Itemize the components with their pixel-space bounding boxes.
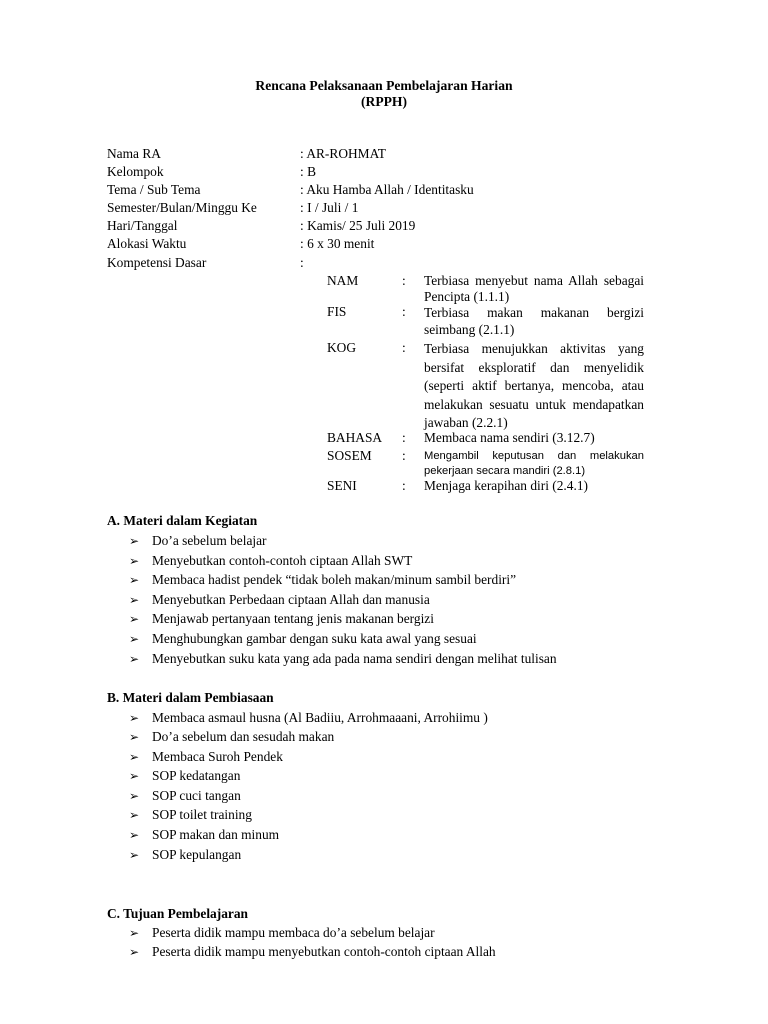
list-item-text: Do’a sebelum dan sesudah makan	[152, 729, 335, 744]
list-item-text: Peserta didik mampu menyebutkan contoh-contoh ciptaan Allah	[152, 944, 496, 959]
info-label: Semester/Bulan/Minggu Ke	[107, 200, 257, 215]
kompetensi-code: KOG	[327, 340, 357, 355]
info-value: : B	[300, 164, 316, 179]
kompetensi-colon: :	[402, 273, 406, 288]
info-value: :	[300, 255, 304, 270]
info-row-kompetensi-dasar	[107, 255, 667, 273]
list-item-text: SOP toilet training	[152, 807, 252, 822]
info-value: : Kamis/ 25 Juli 2019	[300, 218, 416, 233]
info-row-alokasi-waktu	[107, 236, 667, 254]
arrow-bullet-icon: ➢	[129, 945, 140, 959]
info-row-kelompok	[107, 164, 667, 182]
info-label: Hari/Tanggal	[107, 218, 178, 233]
info-row-semester	[107, 200, 667, 218]
arrow-bullet-icon: ➢	[129, 652, 140, 666]
kompetensi-desc: Terbiasa menujukkan aktivitas yang bersifat eksploratif dan menyelidik (seperti aktif bertanya, mencoba, atau melakukan sesuatu untuk mendapatkan jawaban (2.2.1)	[424, 341, 644, 430]
list-item-text: Peserta didik mampu membaca do’a sebelum belajar	[152, 925, 435, 940]
info-row-tema	[107, 182, 667, 200]
arrow-bullet-icon: ➢	[129, 554, 140, 568]
arrow-bullet-icon: ➢	[129, 926, 140, 940]
kompetensi-code: BAHASA	[327, 430, 383, 445]
kompetensi-desc: Mengambil keputusan dan melakukan pekerjaan secara mandiri (2.8.1)	[424, 450, 644, 477]
list-item-text: Membaca hadist pendek “tidak boleh makan/minum sambil berdiri”	[152, 572, 517, 587]
info-value: : 6 x 30 menit	[300, 236, 375, 251]
info-label: Alokasi Waktu	[107, 236, 187, 251]
list-item-text: Do’a sebelum belajar	[152, 533, 267, 548]
arrow-bullet-icon: ➢	[129, 730, 140, 744]
info-label: Kompetensi Dasar	[107, 255, 207, 270]
info-label: Tema / Sub Tema	[107, 182, 201, 197]
kompetensi-code: SOSEM	[327, 448, 372, 463]
list-item-text: SOP kepulangan	[152, 847, 242, 862]
arrow-bullet-icon: ➢	[129, 612, 140, 626]
list-item-text: SOP makan dan minum	[152, 827, 280, 842]
arrow-bullet-icon: ➢	[129, 750, 140, 764]
list-item-text: Menyebutkan contoh-contoh ciptaan Allah SWT	[152, 553, 413, 568]
arrow-bullet-icon: ➢	[129, 769, 140, 783]
list-item-text: SOP kedatangan	[152, 768, 241, 783]
kompetensi-colon: :	[402, 430, 406, 445]
arrow-bullet-icon: ➢	[129, 848, 140, 862]
list-item-text: Menghubungkan gambar dengan suku kata awal yang sesuai	[152, 631, 477, 646]
arrow-bullet-icon: ➢	[129, 711, 140, 725]
list-item-text: Menyebutkan Perbedaan ciptaan Allah dan manusia	[152, 592, 430, 607]
arrow-bullet-icon: ➢	[129, 808, 140, 822]
arrow-bullet-icon: ➢	[129, 632, 140, 646]
kompetensi-code: NAM	[327, 273, 359, 288]
list-item-text: Membaca asmaul husna (Al Badiiu, Arrohmaaani, Arrohiimu )	[152, 710, 488, 725]
arrow-bullet-icon: ➢	[129, 573, 140, 587]
info-value: : I / Juli / 1	[300, 200, 359, 215]
info-label: Kelompok	[107, 164, 164, 179]
kompetensi-desc: Membaca nama sendiri (3.12.7)	[424, 430, 595, 445]
info-value: : Aku Hamba Allah / Identitasku	[300, 182, 474, 197]
section-a-heading: A. Materi dalam Kegiatan	[107, 513, 258, 528]
list-item-text: Menyebutkan suku kata yang ada pada nama sendiri dengan melihat tulisan	[152, 651, 557, 666]
kompetensi-desc: Terbiasa makan makanan bergizi seimbang (2.1.1)	[424, 305, 644, 337]
info-row-nama-ra	[107, 146, 667, 164]
kompetensi-colon: :	[402, 448, 406, 463]
section-c-heading: C. Tujuan Pembelajaran	[107, 906, 248, 921]
list-item-text: Menjawab pertanyaan tentang jenis makanan bergizi	[152, 611, 434, 626]
kompetensi-desc: Terbiasa menyebut nama Allah sebagai Pencipta (1.1.1)	[424, 273, 644, 304]
kompetensi-colon: :	[402, 478, 406, 493]
kompetensi-code: FIS	[327, 304, 347, 319]
section-b-heading: B. Materi dalam Pembiasaan	[107, 690, 274, 705]
info-value: : AR-ROHMAT	[300, 146, 386, 161]
arrow-bullet-icon: ➢	[129, 828, 140, 842]
list-item-text: Membaca Suroh Pendek	[152, 749, 283, 764]
kompetensi-colon: :	[402, 304, 406, 319]
kompetensi-colon: :	[402, 340, 406, 355]
document-subtitle: (RPPH)	[360, 94, 408, 109]
arrow-bullet-icon: ➢	[129, 789, 140, 803]
arrow-bullet-icon: ➢	[129, 534, 140, 548]
info-row-hari-tanggal	[107, 218, 667, 236]
list-item-text: SOP cuci tangan	[152, 788, 241, 803]
document-title: Rencana Pelaksanaan Pembelajaran Harian	[255, 78, 513, 93]
arrow-bullet-icon: ➢	[129, 593, 140, 607]
info-label: Nama RA	[107, 146, 161, 161]
kompetensi-desc: Menjaga kerapihan diri (2.4.1)	[424, 478, 588, 493]
kompetensi-code: SENI	[327, 478, 357, 493]
